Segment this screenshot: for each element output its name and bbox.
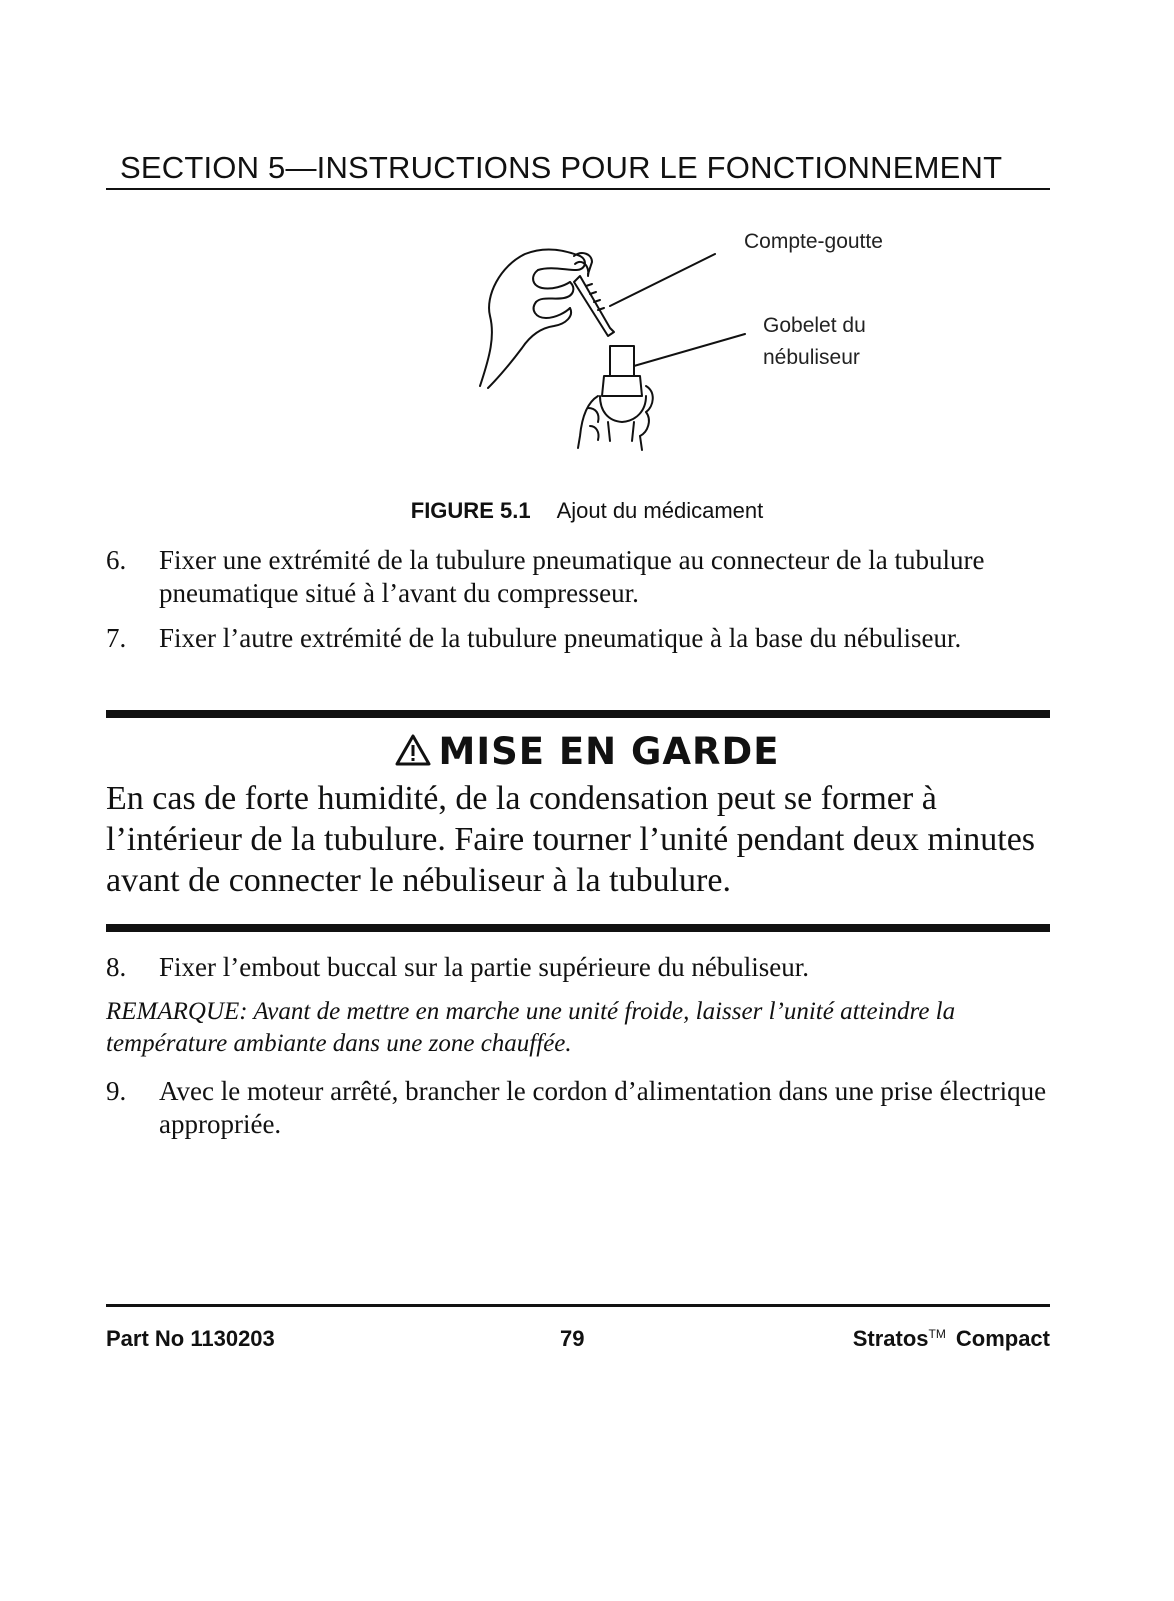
footer-product xyxy=(853,1326,1050,1352)
product-model: Compact xyxy=(955,1326,1050,1351)
step-text: Avec le moteur arrêté, brancher le cordon d’alimentation dans une prise électrique appropriée. xyxy=(159,1076,1047,1139)
label-cup-line2: nébuliseur xyxy=(763,346,860,369)
warning-triangle-icon xyxy=(395,734,431,766)
figure-number: FIGURE 5.1 xyxy=(410,498,531,523)
figure-illustration xyxy=(470,236,760,456)
dropper-and-cup-drawing xyxy=(470,236,760,456)
trademark-symbol: TM xyxy=(928,1327,946,1341)
step-number: 8. xyxy=(106,952,127,982)
section-title: SECTION 5—INSTRUCTIONS POUR LE FONCTIONNEMENT xyxy=(106,150,1050,190)
warning-bottom-rule xyxy=(106,924,1050,932)
step-6 xyxy=(106,544,1050,610)
step-number: 9. xyxy=(106,1076,127,1106)
step-text: Fixer l’autre extrémité de la tubulure pneumatique à la base du nébuliseur. xyxy=(159,623,962,653)
step-text: Fixer l’embout buccal sur la partie supérieure du nébuliseur. xyxy=(159,952,810,982)
warning-title-text: MISE EN GARDE xyxy=(438,730,780,773)
figure-caption xyxy=(0,498,1174,524)
step-text: Fixer une extrémité de la tubulure pneumatique au connecteur de la tubulure pneumatique situé à l’avant du compresseur. xyxy=(159,545,985,608)
warning-body: En cas de forte humidité, de la condensation peut se former à l’intérieur de la tubulure. Faire tourner l’unité pendant deux minutes avant de connecter le nébuliseur à la tubulure. xyxy=(106,780,1036,899)
footer-page-number: 79 xyxy=(560,1326,585,1351)
footer-rule xyxy=(106,1304,1050,1307)
product-name: Stratos xyxy=(852,1326,929,1351)
warning-title xyxy=(0,730,1174,773)
warning-top-rule xyxy=(106,710,1050,718)
figure-caption-text: Ajout du médicament xyxy=(556,498,764,523)
note-remark: REMARQUE: Avant de mettre en marche une unité froide, laisser l’unité atteindre la température ambiante dans une zone chauffée. xyxy=(106,998,956,1057)
step-number: 7. xyxy=(106,623,127,653)
step-8 xyxy=(106,951,1050,984)
label-cup-line1: Gobelet du xyxy=(763,314,866,337)
step-9 xyxy=(106,1075,1050,1141)
step-number: 6. xyxy=(106,545,127,575)
step-7 xyxy=(106,622,1050,655)
label-dropper: Compte-goutte xyxy=(744,230,883,253)
footer-part-number: Part No 1130203 xyxy=(106,1326,275,1351)
